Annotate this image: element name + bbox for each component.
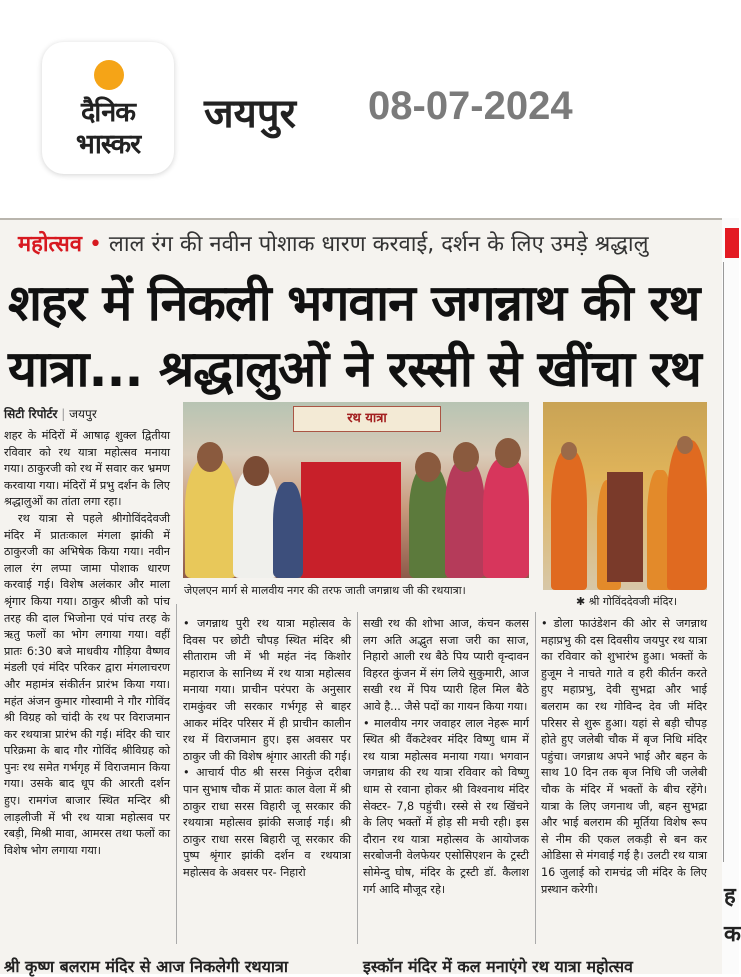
paragraph: • डोला फाउंडेशन की ओर से जगन्नाथ महाप्रभु की दस दिवसीय जयपुर रथ यात्रा का रविवार को शुभारंभ हुआ। भक्तों के हुजूम ने नाचते गाते व हरी कीर्तन करते हुए महाप्रभु, देवी सुभद्रा और भाई बलराम का रथ गोविन्द देव जी मंदिर परिसर से शुरू हुआ। यहां से बड़ी चौपड़ होते हुए जलेबी चौक में बृज निधि मंदिर पहुंचा। जगन्नाथ अपने भाई और बहन के साथ 10 दिन तक बृज निधि जी जलेबी चौक के मंदिर में भक्तों के बीच रहेंगे। यात्रा के लिए जगनाथ जी, बहन सुभद्रा और भाई बलराम की मूर्तिया विशेष रूप से नीम की एकल लकड़ी से बन कर ओडिसा से मंगवाई गई है। उलटी रथ यात्रा 16 जुलाई को रामचंद्र जी मंदिर के लिए प्रस्थान करेगी। <box>541 617 707 896</box>
adjacent-red-tag <box>725 228 739 258</box>
column-divider <box>535 612 536 944</box>
next-headline-left: श्री कृष्ण बलराम मंदिर से आज निकलेगी रथयात्रा <box>4 957 288 976</box>
person-figure <box>445 460 485 578</box>
paragraph: सखी रथ की शोभा आज, कंचन कलस लग अति अद्भुत सजा जरी का साज, निहारो आली रथ बैठे पिय प्यारी वृन्दावन विहरत कुंजन में संग लिये सुकुमारी, आज सखी रथ में पिय प्यारी हिल मिल बैठे आवे है... जैसे पदों का गायन किया गया। <box>363 617 529 713</box>
person-head <box>495 438 521 468</box>
clipping-edge <box>0 218 739 220</box>
bullet-icon: • <box>88 232 102 257</box>
adjacent-fragment: क <box>724 922 741 947</box>
byline-city: जयपुर <box>69 407 97 421</box>
paragraph: • जगन्नाथ पुरी रथ यात्रा महोत्सव के दिवस पर छोटी चौपड़ स्थित मंदिर श्री सीताराम जी में भी महंत नंद किशोर महाराज के सानिध्य में रथ यात्रा महोत्सव मनाया गया। प्राचीन परंपरा के अनुसार रामकुंवर जी सरकार गर्भगृह से बाहर आकर मंदिर परिसर में ही प्राचीन कालीन रथ में विराजमान हुए। इस अवसर पर ठाकुर जी की विशेष श्रृंगार आरती की गई। <box>183 617 351 763</box>
photo1-caption <box>184 583 466 598</box>
headline-line2: यात्रा... श्रद्धालुओं ने रस्सी से खींचा रथ <box>8 340 701 398</box>
paragraph: • आचार्य पीठ श्री सरस निकुंज दरीबा पान सुभाष चौक में प्रातः काल वेला में श्री ठाकुर राधा सरस विहारी जू सरकार की रथयात्रा महोत्सव झांकी सजाई गई। श्री ठाकुर राधा सरस बिहारी जू सरकार की पुष्प श्रृंगार झांकी दर्शन व रथयात्रा महोत्सव के अवसर पर- निहारो <box>183 766 351 879</box>
kicker-tag: महोत्सव <box>18 232 82 257</box>
paragraph: • मालवीय नगर जवाहर लाल नेहरू मार्ग स्थित श्री वैंकटेश्वर मंदिर विष्णु धाम में रथ यात्रा महोत्सव मनाया गया। भगवान जगन्नाथ की रथ यात्रा रविवार को विष्णु धाम से रवाना होकर श्री विश्वनाथ मंदिर सेक्टर- 7,8 पहुंची। रस्से से रथ खिंचने के लिए भक्तों में होड़ सी मची रही। इस दौरान रथ यात्रा महोत्सव के आयोजक सरबोजनी वेलफेयर एसोसिएशन के ट्रस्टी सोमेन्दु घोष, मंदिर के ट्रस्टी डॉ. कैलाश गर्ग आदि मौजूद रहे। <box>363 716 529 896</box>
next-headline-right: इस्कॉन मंदिर में कल मनाएंगे रथ यात्रा महोत्सव <box>363 957 633 976</box>
chariot-shrine <box>607 472 643 582</box>
kicker-text: लाल रंग की नवीन पोशाक धारण करवाई, दर्शन के लिए उमड़े श्रद्धालु <box>108 232 649 257</box>
person-figure <box>667 440 707 590</box>
article-column-1 <box>4 428 170 859</box>
person-head <box>453 442 479 472</box>
photo2-caption-text: श्री गोविंददेवजी मंदिर। <box>588 595 678 608</box>
kicker <box>18 228 648 258</box>
sun-icon <box>94 60 124 90</box>
byline <box>4 405 97 422</box>
person-head <box>561 442 577 460</box>
person-figure <box>273 482 303 578</box>
newspaper-logo <box>42 42 174 174</box>
person-head <box>197 442 223 472</box>
edition-date: 08-07-2024 <box>368 84 573 128</box>
rath-yatra-photo <box>183 402 529 578</box>
chariot-shrine <box>301 462 401 578</box>
person-head <box>243 456 269 486</box>
article-column-4 <box>541 616 707 898</box>
byline-name: सिटी रिपोर्टर <box>4 407 58 421</box>
photo1-caption-text: जेएलएन मार्ग से मालवीय नगर की तरफ जाती जगन्नाथ जी की रथयात्रा। <box>184 584 466 597</box>
person-head <box>677 436 693 454</box>
person-figure <box>409 466 449 578</box>
paragraph: शहर के मंदिरों में आषाढ़ शुक्ल द्वितीया रविवार को रथ यात्रा महोत्सव मनाया गया। ठाकुरजी को रथ में सवार कर भ्रमण करवाया गया। मंदिरों में प्रभु दर्शन के लिए श्रद्धालुओं का तांता लगा रहा। <box>4 429 170 509</box>
photo2-caption <box>576 594 677 609</box>
column-divider <box>176 604 177 944</box>
logo-line1: दैनिक <box>80 97 136 128</box>
adjacent-fragment: ह <box>724 884 736 909</box>
column-divider <box>357 612 358 944</box>
edition-city: जयपुर <box>204 91 296 137</box>
logo-line2: भास्कर <box>75 129 141 160</box>
headline-line1: शहर में निकली भगवान जगन्नाथ की रथ <box>8 274 700 332</box>
photo-banner: रथ यात्रा <box>293 406 441 432</box>
byline-separator: | <box>61 407 66 421</box>
paragraph: रथ यात्रा से पहले श्रीगोविंददेवजी मंदिर में प्रातःकाल मंगला झांकी में ठाकुरजी का अभिषेक किया गया। नवीन लाल रंग लप्पा जामा पोशाक धारण करवाई गई। विशेष अलंकार और माला श्रृंगार किया गया। ठाकुर श्रीजी को पांच तरह की दाल भिजोना एवं पांच तरह के ऋतु फलों का भोग लगाया गया। वहीं प्रातः 6:30 बजे माधवीय गौड़िया वैष्णव मंडली एवं मंदिर परिकर द्वारा मंगलाचरण और महामंत्र संकीर्तन प्रारंभ किया गया। महंत अंजन कुमार गोस्वामी ने गौर गोविंद श्री विग्रह को चांदी के रथ पर विराजमान कर रथयात्रा प्रारंभ की गई। मंदिर की चार परिक्रमा के बाद गौर गोविंद श्रीविग्रह को पुनः रथ समेत गर्भगृह में विराजमान किया गया। उसके बाद धूप की आरती दर्शन हुए। रामगंज बाजार स्थित मन्दिर श्री लाड़लीजी में भी रथ यात्रा महोत्सव पर रबड़ी, मिश्री मावा, आमरस तथा फलों का विशेष भोग लगाया गया। <box>4 511 170 857</box>
person-figure <box>185 458 237 578</box>
person-figure <box>483 458 529 578</box>
person-head <box>415 452 441 482</box>
person-figure <box>551 450 587 590</box>
govinddevji-temple-photo <box>543 402 707 590</box>
headline <box>8 270 718 402</box>
adjacent-article-strip <box>722 218 739 974</box>
article-column-2 <box>183 616 351 882</box>
article-column-3 <box>363 616 529 898</box>
column-divider <box>723 262 724 862</box>
star-icon: ✱ <box>576 595 586 608</box>
